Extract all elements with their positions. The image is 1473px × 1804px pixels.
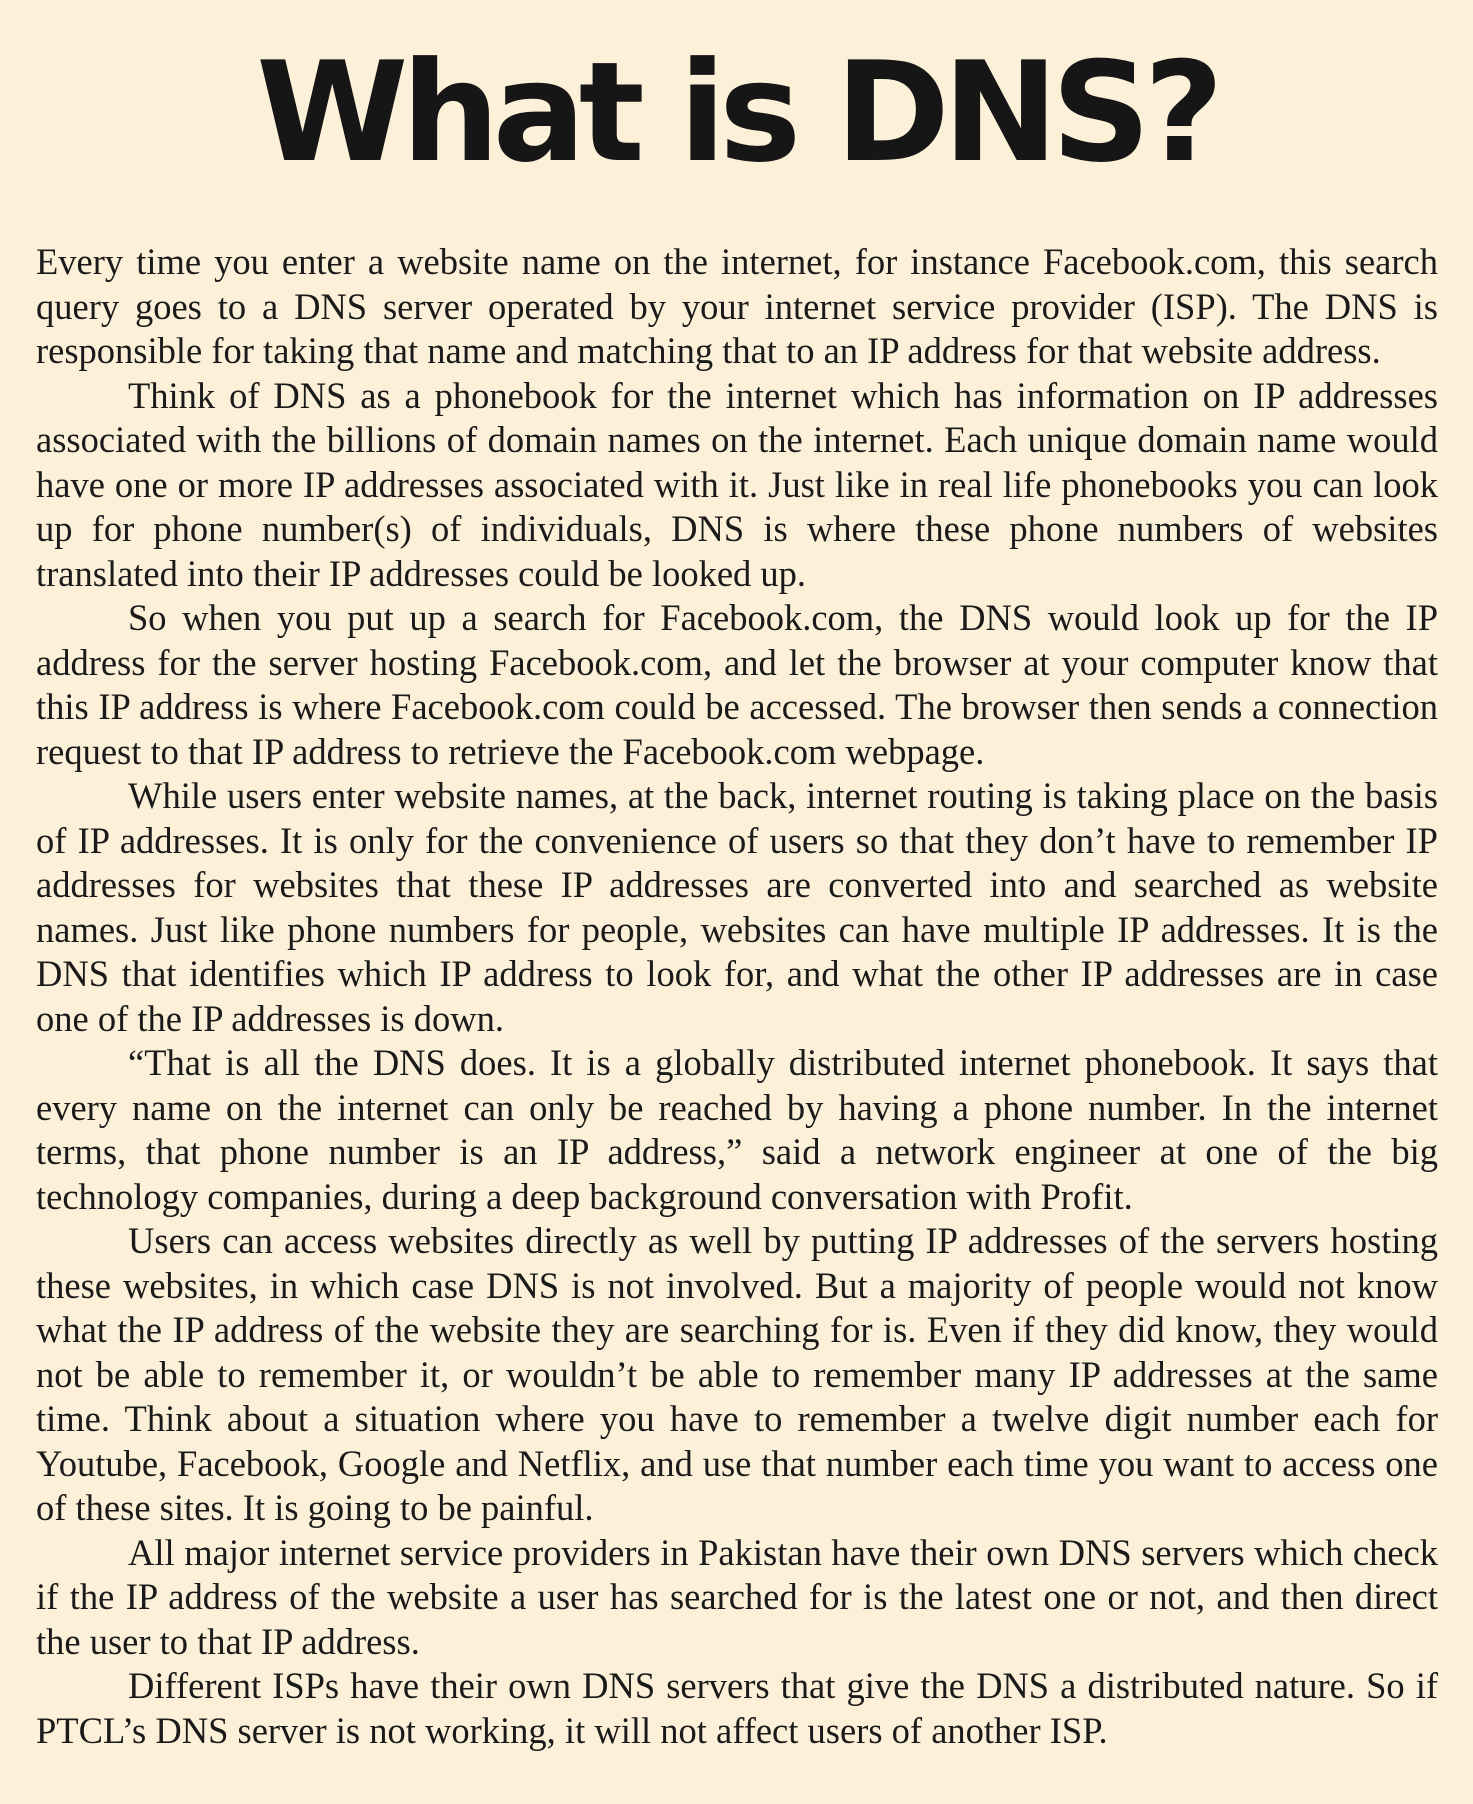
paragraph-3: So when you put up a search for Facebook.com, the DNS would look up for the IP address for the server hosting Facebook.com, and let the browser at your computer know that this IP address is where Facebook.com could be accessed. The browser then sends a connection request to that IP address to retrieve the Facebook.com webpage.: [36, 597, 1438, 772]
paragraph-7: All major internet service providers in Pakistan have their own DNS servers which check if the IP address of the website a user has searched for is the latest one or not, and then direct the user to that IP address.: [36, 1531, 1438, 1662]
article-title: What is DNS?: [256, 32, 1217, 193]
paragraph-2: Think of DNS as a phonebook for the internet which has information on IP addresses associated with the billions of domain names on the internet. Each unique domain name would have one or more IP addresses associated with it. Just like in real life phonebooks you can look up for phone number(s) of individuals, DNS is where these phone numbers of websites translated into their IP addresses could be looked up.: [36, 374, 1438, 594]
paragraph-4: While users enter website names, at the back, internet routing is taking place on the basis of IP addresses. It is only for the convenience of users so that they don’t have to remember IP addresses for websites that these IP addresses are converted into and searched as website names. Just like phone numbers for people, websites can have multiple IP addresses. It is the DNS that identifies which IP address to look for, and what the other IP addresses are in case one of the IP addresses is down.: [36, 775, 1438, 1039]
paragraph-8: Different ISPs have their own DNS servers that give the DNS a distributed nature. So if PTCL’s DNS server is not working, it will not affect users of another ISP.: [36, 1665, 1438, 1751]
paragraph-1: Every time you enter a website name on the internet, for instance Facebook.com, this search query goes to a DNS server operated by your internet service provider (ISP). The DNS is responsible for taking that name and matching that to an IP address for that website address.: [36, 241, 1438, 371]
article-body: [36, 240, 1438, 1753]
paragraph-5: “That is all the DNS does. It is a globally distributed internet phonebook. It says that every name on the internet can only be reached by having a phone number. In the internet terms, that phone number is an IP address,” said a network engineer at one of the big technology companies, during a deep background conversation with Profit.: [36, 1042, 1438, 1217]
paragraph-6: Users can access websites directly as well by putting IP addresses of the servers hosting these websites, in which case DNS is not involved. But a majority of people would not know what the IP address of the website they are searching for is. Even if they did know, they would not be able to remember it, or wouldn’t be able to remember many IP addresses at the same time. Think about a situation where you have to remember a twelve digit number each for Youtube, Facebook, Google and Netflix, and use that number each time you want to access one of these sites. It is going to be painful.: [36, 1220, 1438, 1528]
